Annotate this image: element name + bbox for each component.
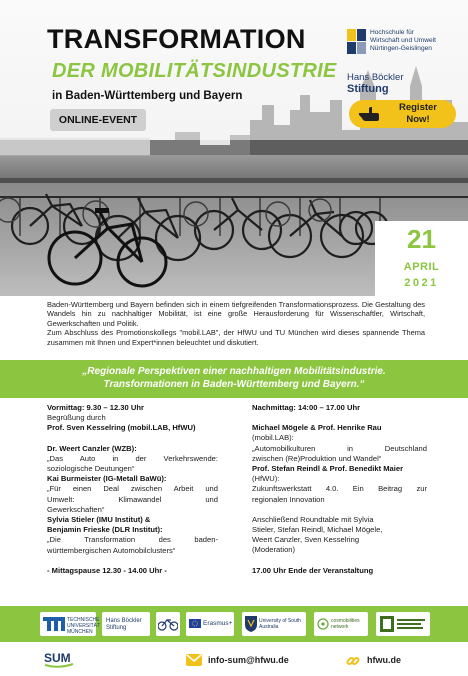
sum-logo-icon [44, 649, 74, 669]
date-month: APRIL [403, 261, 440, 273]
hbs-logo-top: Hans Böckler [347, 72, 404, 83]
hbs-logo-bottom: Stiftung [347, 83, 389, 95]
talk-title: „Für einen Deal zwischen Arbeit und [47, 484, 218, 494]
talk-speaker: Michael Mögele & Prof. Henrike Rau [252, 423, 382, 433]
talk-speaker: Benjamin Frieske (DLR Institut): [47, 525, 163, 535]
title-mobilitaetsindustrie: DER MOBILITÄTSINDUSTRIE [52, 60, 337, 82]
organizer-logos [343, 25, 461, 103]
talk-title: zwischen (Re)Produktion und Wandel“ [252, 453, 382, 463]
date-year: 2021 [404, 277, 439, 289]
welcome-text: Begrüßung durch [47, 413, 106, 423]
tum-logo: TECHNISCHE UNIVERSITÄT MÜNCHEN [40, 612, 96, 636]
talk-title: Gewerkschaften“ [47, 504, 105, 514]
bicycle-icon [158, 617, 178, 631]
afternoon-heading: Nachmittag: 14:00 – 17.00 Uhr [252, 403, 361, 412]
banner-line-1: „Regionale Perspektiven einer nachhaltigen Mobilitätsindustrie. [82, 366, 386, 377]
date-day: 21 [407, 224, 436, 254]
title-transformation: TRANSFORMATION [47, 24, 306, 54]
talk-speaker: Prof. Stefan Reindl & Prof. Benedikt Maier [252, 464, 404, 474]
talk-title: soziologische Deutungen“ [47, 464, 135, 474]
partner-logo-green [376, 612, 430, 636]
welcome-speaker: Prof. Sven Kesselring (mobil.LAB, HfWU) [47, 423, 196, 433]
green-partner-icon [380, 616, 426, 632]
roundtable-text: Stieler, Stefan Reindl, Michael Mögele, [252, 525, 383, 535]
hfwu-logo-text: Hochschule für Wirtschaft und Umwelt Nürtingen-Geislingen [370, 29, 436, 52]
event-date [375, 221, 468, 296]
hbs-partner-logo: Hans Böckler Stiftung [102, 612, 150, 636]
svg-text:SUM: SUM [44, 651, 71, 665]
unisa-logo: University of South Australia [242, 612, 306, 636]
talk-title: regionalen Innovation [252, 494, 325, 504]
unisa-shield-icon [245, 616, 257, 632]
lunch-break: - Mittagspause 12.30 - 14.00 Uhr - [47, 565, 167, 575]
register-label: Register Now! [398, 102, 437, 125]
intro-text [47, 300, 425, 347]
intro-paragraph-1: Baden-Württemberg und Bayern befinden sich in einem tiefgreifenden Transformationsprozess. Die Gestaltung des Wandels hin zu nachhaltiger Mobilität, ist eine große Herausforderung für Wissenschaftler, Wirtschaft, Gewerkschaften und Politik. [47, 300, 425, 328]
program-afternoon [252, 403, 427, 576]
talk-speaker-affiliation: (mobil.LAB): [252, 433, 294, 443]
talk-speaker: Kai Burmeister (IG-Metall BaWü): [47, 474, 167, 484]
tum-logo-icon [43, 617, 65, 631]
talk-title: Zukunftswerkstatt 4.0. Ein Beitrag zur [252, 484, 427, 494]
talk-speaker-affiliation: (HfWU): [252, 474, 280, 484]
roundtable-text: Weert Canzler, Sven Kesselring [252, 535, 360, 545]
talk-speaker: Dr. Weert Canzler (WZB): [47, 443, 137, 453]
banner-line-2: Transformationen in Baden-Württemberg und Bayern.“ [103, 379, 365, 390]
hfwu-logo-icon [347, 29, 367, 55]
email-link[interactable]: info-sum@hfwu.de [208, 655, 289, 665]
hero-section [0, 0, 468, 296]
roundtable-text: Anschließend Roundtable mit Sylvia [252, 514, 374, 524]
partner-logo-strip [0, 606, 468, 642]
bicycle-logo [156, 612, 180, 636]
talk-title: Umwelt: Klimawandel und [47, 494, 218, 504]
morning-heading: Vormittag: 9.30 – 12.30 Uhr [47, 403, 144, 412]
event-title-banner [0, 360, 468, 398]
talk-title: „Das Auto in der Verkehrswende: [47, 453, 218, 463]
event-end: 17.00 Uhr Ende der Veranstaltung [252, 565, 374, 575]
network-icon [317, 618, 329, 630]
pointing-hand-icon [358, 106, 380, 122]
intro-paragraph-2: Zum Abschluss des Promotionskollegs "mobil.LAB", der HfWU und TU München wird dieses spannende Thema zusammen mit Ihnen und Expert*innen beleuchtet und diskutiert. [47, 328, 425, 347]
program-morning [47, 403, 218, 576]
talk-title: württembergischen Automobilclusters“ [47, 545, 176, 555]
email-icon [186, 654, 202, 666]
online-event-badge: ONLINE-EVENT [50, 109, 146, 131]
website-link[interactable]: hfwu.de [367, 655, 401, 665]
eu-flag-icon [189, 619, 201, 628]
roundtable-text: (Moderation) [252, 545, 296, 555]
cosmobilities-logo: cosmobilities network [314, 612, 368, 636]
talk-title: „Die Transformation des baden- [47, 535, 218, 545]
talk-title: „Automobilkulturen in Deutschland [252, 443, 427, 453]
register-button[interactable] [349, 100, 456, 128]
link-icon [346, 654, 360, 668]
contact-bar [0, 642, 468, 676]
erasmus-logo: Erasmus+ [186, 612, 234, 636]
region-subtitle: in Baden-Württemberg und Bayern [52, 90, 243, 102]
talk-speaker: Sylvia Stieler (IMU Institut) & [47, 515, 151, 525]
